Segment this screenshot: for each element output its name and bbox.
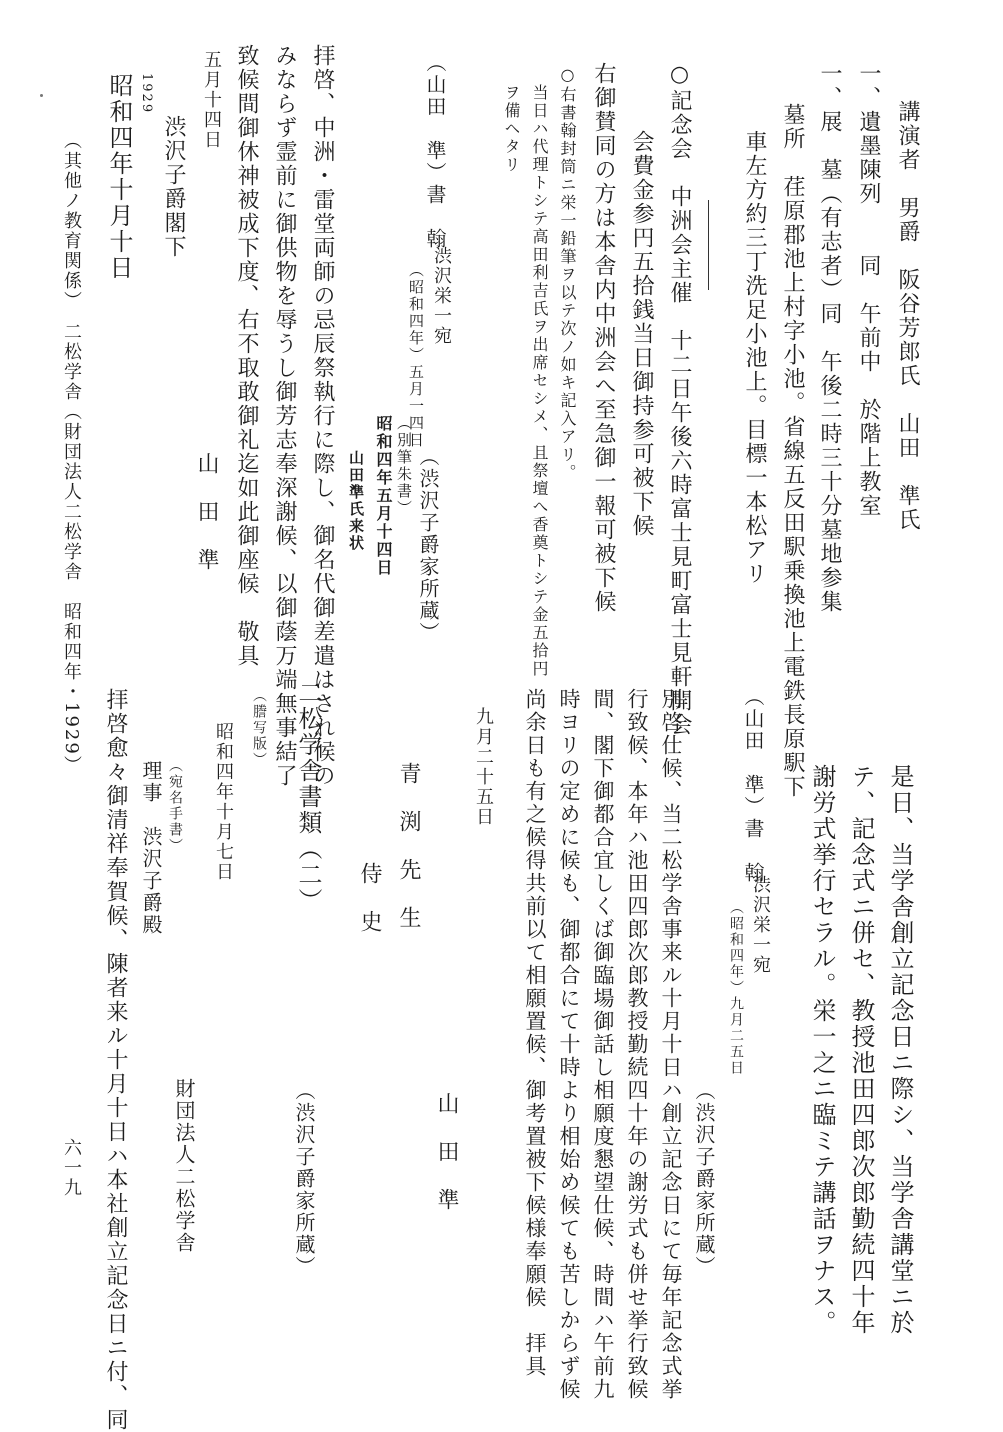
letter-sender: 山 田 準 (194, 452, 219, 572)
received-label: 山田準氏来状 (347, 450, 365, 552)
letter2-date: 九月二十五日 (473, 707, 494, 827)
notice-body-line-1: 拝啓愈々御清祥奉賀候、陳者来ル十月十日ハ本社創立記念日ニ付、同 (103, 688, 128, 1432)
letter-body-line-2: みならず霊前に御供物を辱うし御芳志奉深謝候、以御蔭万端無事結了 (272, 44, 297, 788)
grave-directions: 車左方約三丁洗足小池上。目標一本松アリ (742, 130, 767, 586)
lecturer-line: 講演者 男爵 阪谷芳郎氏 山田 準氏 (895, 100, 920, 532)
letter-body-line-3: 致候間御休神被成下度、右不取敢御礼迄如此御座候 敬具 (234, 44, 259, 668)
letter2-attendant: 侍 史 (357, 862, 382, 934)
red-ink-note: （別筆朱書） (395, 415, 413, 517)
letter-date-2: （昭和四年）九月二五日 (728, 900, 744, 1076)
grave-location: 墓所 荏原郡池上村字小池。省線五反田駅乗換池上電鉄長原駅下 (780, 103, 805, 799)
entry-paragraph-3: 謝労式挙行セラル。栄一之ニ臨ミテ講話ヲナス。 (808, 764, 836, 1336)
notice-date: 昭和四年十月七日 (213, 722, 234, 882)
entry-date-heading: 昭和四年十月十日 (105, 73, 133, 281)
scan-speck (40, 94, 43, 97)
item-exhibit: 一、遺墨陳列 同 午前中 於階上教室 (856, 62, 881, 518)
letter2-body-line-4: 時ヨリの定めに候も、御都合にて十時より相始め候ても苦しからず候 (557, 688, 581, 1401)
print-method-note: （謄写版） (251, 688, 267, 768)
letter-date-1: （昭和四年）五月一四日 (407, 262, 425, 449)
section-divider (708, 200, 709, 290)
notice-addressee: 理事 渋沢子爵殿 (139, 760, 163, 936)
memorial-meeting: ○記念会 中洲会主催 十二日午後六時富士見町富士見軒開会 (667, 62, 692, 737)
editor-note-1: ○右書翰封筒ニ栄一鉛筆ヲ以テ次ノ如キ記入アリ。 (558, 65, 577, 482)
letter-addressee-2: 渋沢栄一宛 (750, 875, 771, 975)
entry-paragraph-2: テ、記念式ニ併セ、教授池田四郎次郎勤続四十年 (847, 764, 875, 1336)
letter-addressee: 渋沢子爵閣下 (161, 115, 186, 259)
editor-note-2: 当日ハ代理トシテ高田利吉氏ヲ出席セシメ、且祭壇へ香奠トシテ金五拾円 (530, 84, 549, 678)
category-line: （其他ノ教育関係） 二松学舎（財団法人二松学舎 昭和四年・1929） (61, 131, 82, 776)
letter2-body-line-5: 尚余日も有之候得共前以て相願置候、御考置被下候様奉願候 拝具 (523, 688, 547, 1378)
year-mark: 1929 (139, 73, 154, 115)
source-note-1: （渋沢子爵家所蔵） (416, 446, 440, 644)
letter2-sender: 山 田 準 (434, 1092, 459, 1212)
letter2-body-line-2: 行致候、本年ハ池田四郎次郎教授勤続四十年の謝労式も併せ挙行致候 (625, 688, 649, 1401)
letter-addressee-1: 渋沢栄一宛 (431, 246, 452, 346)
editor-note-3: ヲ備ヘタリ (502, 84, 521, 174)
source-note-2: （渋沢子爵家所蔵） (692, 1080, 716, 1278)
document-title: 二松学舎書類（二） (294, 680, 322, 914)
letter-date: 五月十四日 (201, 50, 222, 150)
memorial-contact: 右御賛同の方は本舎内中洲会へ至急御一報可被下候 (591, 62, 616, 614)
memorial-fee: 会費金参円五拾銭当日御持参可被下候 (629, 130, 654, 538)
letter-title-1: （山田 準）書 翰 (423, 52, 447, 250)
item-grave-visit: 一、展 墓（有志者）同 午後二時三十分墓地参集 (817, 62, 842, 614)
page-number: 六一九 (61, 1138, 82, 1198)
notice-organization: 財団法人二松学舎 (172, 1078, 196, 1254)
received-date: 昭和四年五月十四日 (374, 415, 393, 577)
letter-body-line-1: 拝啓、中洲・雷堂両師の忌辰祭執行に際し、御名代御差遣はされ候の (310, 44, 335, 788)
source-note-3: （渋沢子爵家所蔵） (292, 1080, 316, 1278)
letter2-body-line-1: 別啓仕候、当二松学舎事来ル十月十日ハ創立記念日にて毎年記念式挙 (659, 688, 683, 1401)
handwritten-address-note: （宛名手書） (167, 758, 183, 854)
letter2-recipient: 青 渕 先 生 (396, 762, 421, 930)
letter-title-2: （山田 準）書 翰 (741, 686, 765, 884)
letter2-body-line-3: 間、閣下御都合宜しくば御臨場御話し相願度懇望仕候、時間ハ午前九 (591, 688, 615, 1401)
entry-paragraph-1: 是日、当学舎創立記念日ニ際シ、当学舎講堂ニ於 (886, 764, 914, 1336)
